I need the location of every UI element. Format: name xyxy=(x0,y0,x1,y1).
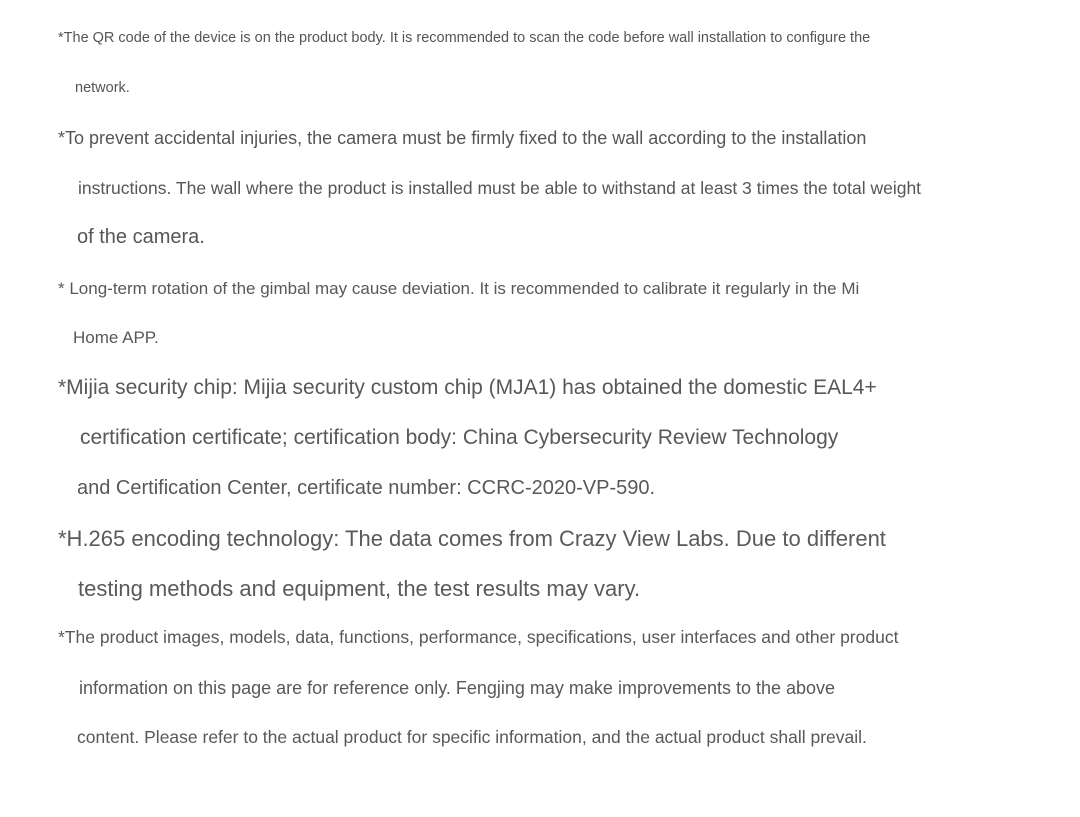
note-line: testing methods and equipment, the test results may vary. xyxy=(78,576,641,601)
note-line: *To prevent accidental injuries, the camera must be firmly fixed to the wall according to the installation xyxy=(58,128,867,148)
note-line: information on this page are for reference only. Fengjing may make improvements to the above xyxy=(79,678,836,698)
note-line: *The product images, models, data, functions, performance, specifications, user interfaces and other product xyxy=(58,627,899,647)
note-line: and Certification Center, certificate number: CCRC-2020-VP-590. xyxy=(77,477,656,499)
note-line: *H.265 encoding technology: The data comes from Crazy View Labs. Due to different xyxy=(58,526,886,551)
note-line: network. xyxy=(75,80,130,96)
note-line: * Long-term rotation of the gimbal may cause deviation. It is recommended to calibrate it regularly in the Mi xyxy=(58,279,860,298)
note-line: certification certificate; certification body: China Cybersecurity Review Technology xyxy=(80,426,839,449)
note-line: Home APP. xyxy=(73,328,159,347)
note-line: *The QR code of the device is on the product body. It is recommended to scan the code before wall installation to configure the xyxy=(58,30,871,46)
note-line: *Mijia security chip: Mijia security custom chip (MJA1) has obtained the domestic EAL4+ xyxy=(58,376,877,399)
note-line: instructions. The wall where the product is installed must be able to withstand at least 3 times the total weight xyxy=(78,178,922,198)
note-line: of the camera. xyxy=(77,226,205,248)
note-line: content. Please refer to the actual product for specific information, and the actual product shall prevail. xyxy=(77,727,867,747)
